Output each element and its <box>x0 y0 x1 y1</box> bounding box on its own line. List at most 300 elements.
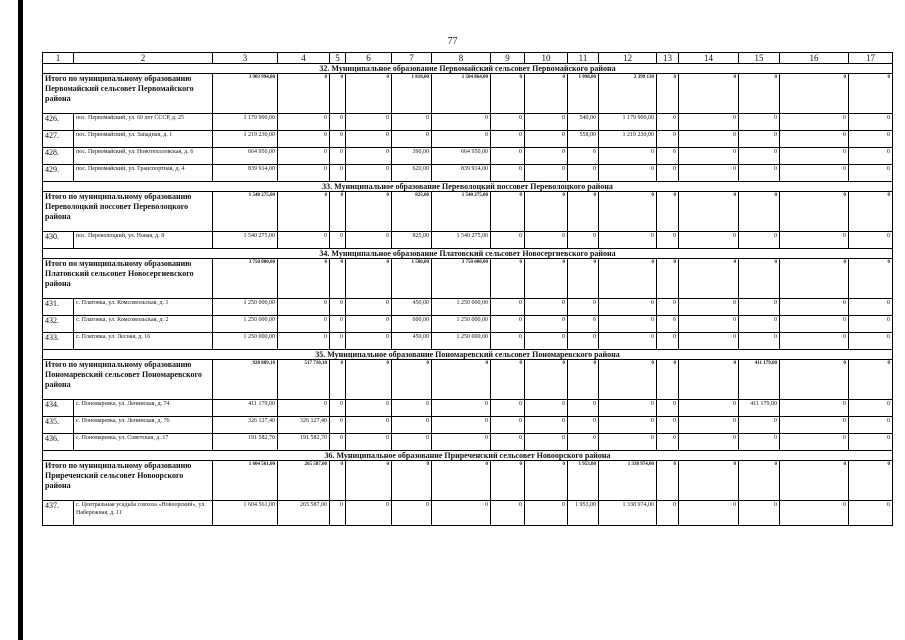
col-header: 5 <box>330 53 346 64</box>
value-cell: 1 250 000,00 <box>432 316 491 333</box>
address-cell: с. Платовка, ул. Комсомольская, д. 1 <box>74 299 213 316</box>
col-header: 15 <box>739 53 780 64</box>
value-cell: 0 <box>330 333 346 350</box>
total-value-cell: 0 <box>330 74 346 114</box>
total-value-cell: 0 <box>491 461 525 501</box>
value-cell: 265 587,00 <box>278 501 330 526</box>
value-cell: 0 <box>780 434 849 451</box>
total-value-cell: 0 <box>491 192 525 232</box>
address-cell: с. Пономаревка, ул. Ленинская, д. 76 <box>74 417 213 434</box>
value-cell: 0 <box>278 333 330 350</box>
value-cell: 0 <box>568 333 599 350</box>
section-title: 36. Муниципальное образование Приреченский сельсовет Новоорского района <box>43 451 893 461</box>
total-value-cell: 0 <box>849 74 893 114</box>
value-cell: 0 <box>739 114 780 131</box>
value-cell: 0 <box>568 148 599 165</box>
value-cell: 0 <box>278 131 330 148</box>
value-cell: 411 179,00 <box>739 400 780 417</box>
total-value-cell: 3 750 000,00 <box>213 259 278 299</box>
value-cell: 0 <box>739 232 780 249</box>
value-cell: 390,00 <box>392 148 432 165</box>
value-cell: 0 <box>330 316 346 333</box>
value-cell: 0 <box>525 417 568 434</box>
total-value-cell: 0 <box>568 360 599 400</box>
total-row <box>43 192 893 232</box>
value-cell: 0 <box>432 131 491 148</box>
value-cell: 558,00 <box>568 131 599 148</box>
value-cell: 0 <box>330 165 346 182</box>
value-cell: 0 <box>739 501 780 526</box>
value-cell: 0 <box>346 434 392 451</box>
value-cell: 0 <box>525 165 568 182</box>
total-value-cell: 0 <box>780 192 849 232</box>
value-cell: 191 582,70 <box>278 434 330 451</box>
value-cell: 0 <box>568 316 599 333</box>
total-value-cell: 0 <box>392 360 432 400</box>
value-cell: 0 <box>491 114 525 131</box>
total-value-cell: 0 <box>568 192 599 232</box>
value-cell: 0 <box>346 148 392 165</box>
value-cell: 825,00 <box>392 232 432 249</box>
section-header-row <box>43 249 893 259</box>
address-cell: пос. Первомайский, ул. 60 лет СССР, д. 25 <box>74 114 213 131</box>
value-cell: 0 <box>491 417 525 434</box>
total-value-cell: 1 818,00 <box>392 74 432 114</box>
value-cell: 0 <box>679 299 739 316</box>
row-number: 428. <box>43 148 74 165</box>
value-cell: 0 <box>392 400 432 417</box>
row-number: 437. <box>43 501 74 526</box>
value-cell: 0 <box>599 434 657 451</box>
value-cell: 0 <box>657 501 679 526</box>
value-cell: 0 <box>599 148 657 165</box>
total-value-cell: 825,00 <box>392 192 432 232</box>
value-cell: 0 <box>525 316 568 333</box>
total-value-cell: 0 <box>432 360 491 400</box>
value-cell: 0 <box>346 299 392 316</box>
total-value-cell: 0 <box>346 192 392 232</box>
value-cell: 0 <box>657 165 679 182</box>
section-title: 32. Муниципальное образование Первомайский сельсовет Первомайского района <box>43 64 893 74</box>
total-value-cell: 265 587,00 <box>278 461 330 501</box>
value-cell: 0 <box>392 434 432 451</box>
value-cell: 0 <box>780 316 849 333</box>
total-value-cell: 0 <box>849 192 893 232</box>
value-cell: 0 <box>780 148 849 165</box>
col-header: 17 <box>849 53 893 64</box>
col-header: 16 <box>780 53 849 64</box>
total-value-cell: 0 <box>739 461 780 501</box>
value-cell: 0 <box>679 400 739 417</box>
value-cell: 0 <box>491 165 525 182</box>
row-number: 433. <box>43 333 74 350</box>
value-cell: 0 <box>330 501 346 526</box>
value-cell: 0 <box>491 316 525 333</box>
row-number: 435. <box>43 417 74 434</box>
value-cell: 0 <box>679 316 739 333</box>
value-cell: 0 <box>392 501 432 526</box>
value-cell: 1 604 561,00 <box>213 501 278 526</box>
total-value-cell: 0 <box>568 259 599 299</box>
total-value-cell: 0 <box>679 360 739 400</box>
value-cell: 0 <box>491 131 525 148</box>
table-row <box>43 114 893 131</box>
total-value-cell: 0 <box>657 74 679 114</box>
value-cell: 0 <box>525 299 568 316</box>
value-cell: 0 <box>346 131 392 148</box>
value-cell: 0 <box>599 333 657 350</box>
value-cell: 839 914,00 <box>213 165 278 182</box>
value-cell: 0 <box>330 434 346 451</box>
value-cell: 0 <box>278 316 330 333</box>
value-cell: 0 <box>739 333 780 350</box>
value-cell: 0 <box>739 131 780 148</box>
row-number: 427. <box>43 131 74 148</box>
total-value-cell: 1 953,00 <box>568 461 599 501</box>
table-row <box>43 165 893 182</box>
col-header: 14 <box>679 53 739 64</box>
value-cell: 0 <box>568 434 599 451</box>
value-cell: 664 950,00 <box>432 148 491 165</box>
total-label: Итого по муниципальному образованию Приреченский сельсовет Новоорского района <box>43 461 213 501</box>
value-cell: 0 <box>330 299 346 316</box>
total-row <box>43 360 893 400</box>
total-value-cell: 0 <box>657 259 679 299</box>
total-value-cell: 0 <box>525 360 568 400</box>
value-cell: 1 250 000,00 <box>213 299 278 316</box>
table-row <box>43 131 893 148</box>
value-cell: 0 <box>849 400 893 417</box>
col-header: 9 <box>491 53 525 64</box>
table-row <box>43 501 893 526</box>
total-value-cell: 0 <box>849 360 893 400</box>
col-header: 1 <box>43 53 74 64</box>
value-cell: 0 <box>739 165 780 182</box>
value-cell: 0 <box>780 114 849 131</box>
value-cell: 0 <box>432 501 491 526</box>
value-cell: 0 <box>346 316 392 333</box>
value-cell: 0 <box>679 232 739 249</box>
value-cell: 0 <box>392 114 432 131</box>
value-cell: 0 <box>679 165 739 182</box>
value-cell: 0 <box>849 165 893 182</box>
value-cell: 0 <box>849 232 893 249</box>
value-cell: 0 <box>491 501 525 526</box>
value-cell: 0 <box>657 316 679 333</box>
value-cell: 0 <box>657 131 679 148</box>
total-value-cell: 0 <box>739 259 780 299</box>
total-value-cell: 0 <box>278 192 330 232</box>
value-cell: 0 <box>568 299 599 316</box>
col-header: 10 <box>525 53 568 64</box>
value-cell: 0 <box>330 114 346 131</box>
value-cell: 0 <box>780 333 849 350</box>
value-cell: 0 <box>392 131 432 148</box>
value-cell: 0 <box>849 316 893 333</box>
value-cell: 0 <box>657 232 679 249</box>
value-cell: 0 <box>278 165 330 182</box>
section-title: 35. Муниципальное образование Пономаревский сельсовет Пономаревского района <box>43 350 893 360</box>
total-value-cell: 0 <box>679 192 739 232</box>
value-cell: 1 540 275,00 <box>213 232 278 249</box>
total-row <box>43 74 893 114</box>
value-cell: 1 250 000,00 <box>213 316 278 333</box>
total-value-cell: 0 <box>330 259 346 299</box>
value-cell: 450,00 <box>392 299 432 316</box>
total-value-cell: 1 604 561,00 <box>213 461 278 501</box>
total-value-cell: 411 179,00 <box>739 360 780 400</box>
value-cell: 0 <box>849 501 893 526</box>
total-value-cell: 0 <box>679 461 739 501</box>
row-number: 432. <box>43 316 74 333</box>
total-value-cell: 0 <box>739 74 780 114</box>
value-cell: 0 <box>346 400 392 417</box>
value-cell: 540,00 <box>568 114 599 131</box>
row-number: 430. <box>43 232 74 249</box>
total-value-cell: 0 <box>346 74 392 114</box>
total-row <box>43 461 893 501</box>
value-cell: 0 <box>525 501 568 526</box>
value-cell: 0 <box>525 333 568 350</box>
value-cell: 0 <box>739 299 780 316</box>
col-header: 13 <box>657 53 679 64</box>
value-cell: 0 <box>346 417 392 434</box>
value-cell: 0 <box>491 299 525 316</box>
value-cell: 0 <box>278 114 330 131</box>
value-cell: 1 338 974,00 <box>599 501 657 526</box>
value-cell: 326 127,40 <box>278 417 330 434</box>
total-label: Итого по муниципальному образованию Пономаревский сельсовет Пономаревского района <box>43 360 213 400</box>
total-label: Итого по муниципальному образованию Переволоцкий поссовет Переволоцкого района <box>43 192 213 232</box>
table-row <box>43 434 893 451</box>
value-cell: 1 179 900,00 <box>213 114 278 131</box>
total-value-cell: 0 <box>432 461 491 501</box>
table-row <box>43 232 893 249</box>
total-value-cell: 3 750 000,00 <box>432 259 491 299</box>
value-cell: 1 219 230,00 <box>213 131 278 148</box>
total-value-cell: 0 <box>525 192 568 232</box>
table-row <box>43 333 893 350</box>
value-cell: 0 <box>657 114 679 131</box>
total-value-cell: 0 <box>780 461 849 501</box>
value-cell: 0 <box>849 333 893 350</box>
value-cell: 326 127,40 <box>213 417 278 434</box>
value-cell: 600,00 <box>392 316 432 333</box>
value-cell: 0 <box>780 400 849 417</box>
value-cell: 0 <box>491 400 525 417</box>
value-cell: 664 950,00 <box>213 148 278 165</box>
row-number: 436. <box>43 434 74 451</box>
value-cell: 0 <box>491 434 525 451</box>
value-cell: 0 <box>679 434 739 451</box>
total-value-cell: 0 <box>657 461 679 501</box>
total-value-cell: 0 <box>780 259 849 299</box>
col-header: 8 <box>432 53 491 64</box>
value-cell: 0 <box>568 400 599 417</box>
total-value-cell: 1 540 275,00 <box>432 192 491 232</box>
total-value-cell: 0 <box>780 74 849 114</box>
value-cell: 0 <box>849 434 893 451</box>
value-cell: 0 <box>330 232 346 249</box>
column-number-row <box>43 53 893 64</box>
page-number: 77 <box>447 36 458 47</box>
value-cell: 0 <box>278 232 330 249</box>
value-cell: 0 <box>330 400 346 417</box>
total-value-cell: 0 <box>599 259 657 299</box>
value-cell: 450,00 <box>392 333 432 350</box>
section-header-row <box>43 182 893 192</box>
total-value-cell: 0 <box>599 360 657 400</box>
value-cell: 1 250 000,00 <box>213 333 278 350</box>
value-cell: 0 <box>346 501 392 526</box>
total-value-cell: 1 338 974,00 <box>599 461 657 501</box>
total-value-cell: 0 <box>491 259 525 299</box>
address-cell: с. Центральная усадьба совхоза «Новоорский», ул. Набережная, д. 11 <box>74 501 213 526</box>
value-cell: 0 <box>525 232 568 249</box>
value-cell: 0 <box>679 114 739 131</box>
value-cell: 0 <box>849 114 893 131</box>
value-cell: 0 <box>780 501 849 526</box>
value-cell: 0 <box>568 165 599 182</box>
total-value-cell: 0 <box>780 360 849 400</box>
value-cell: 0 <box>780 165 849 182</box>
value-cell: 0 <box>849 417 893 434</box>
col-header: 3 <box>213 53 278 64</box>
col-header: 6 <box>346 53 392 64</box>
value-cell: 0 <box>657 148 679 165</box>
total-label: Итого по муниципальному образованию Первомайский сельсовет Первомайского района <box>43 74 213 114</box>
value-cell: 0 <box>780 232 849 249</box>
total-value-cell: 0 <box>849 461 893 501</box>
value-cell: 0 <box>346 114 392 131</box>
col-header: 2 <box>74 53 213 64</box>
total-value-cell: 0 <box>739 192 780 232</box>
total-value-cell: 0 <box>278 74 330 114</box>
value-cell: 0 <box>679 417 739 434</box>
value-cell: 0 <box>392 417 432 434</box>
value-cell: 0 <box>849 131 893 148</box>
total-value-cell: 0 <box>657 192 679 232</box>
total-value-cell: 0 <box>392 461 432 501</box>
value-cell: 0 <box>849 299 893 316</box>
value-cell: 0 <box>599 316 657 333</box>
value-cell: 0 <box>739 417 780 434</box>
value-cell: 0 <box>599 232 657 249</box>
table-row <box>43 417 893 434</box>
table-row <box>43 299 893 316</box>
section-header-row <box>43 350 893 360</box>
address-cell: с. Платовка, ул. Комсомольская, д. 2 <box>74 316 213 333</box>
total-value-cell: 928 889,10 <box>213 360 278 400</box>
data-table <box>42 52 893 526</box>
total-value-cell: 3 903 994,00 <box>213 74 278 114</box>
value-cell: 0 <box>330 131 346 148</box>
row-number: 429. <box>43 165 74 182</box>
total-value-cell: 0 <box>346 259 392 299</box>
value-cell: 839 914,00 <box>432 165 491 182</box>
value-cell: 0 <box>330 148 346 165</box>
value-cell: 0 <box>330 417 346 434</box>
value-cell: 0 <box>739 434 780 451</box>
value-cell: 1 953,00 <box>568 501 599 526</box>
value-cell: 0 <box>679 501 739 526</box>
address-cell: пос. Первомайский, ул. Западная, д. 1 <box>74 131 213 148</box>
section-title: 34. Муниципальное образование Платовский сельсовет Новосергиевского района <box>43 249 893 259</box>
total-value-cell: 0 <box>330 360 346 400</box>
value-cell: 0 <box>657 434 679 451</box>
value-cell: 0 <box>432 400 491 417</box>
row-number: 434. <box>43 400 74 417</box>
total-value-cell: 0 <box>491 74 525 114</box>
value-cell: 0 <box>278 148 330 165</box>
address-cell: пос. Первомайский, ул. Новотеплловская, д. 6 <box>74 148 213 165</box>
row-number: 431. <box>43 299 74 316</box>
binding-margin-rule <box>18 0 23 640</box>
total-value-cell: 2 399 130 <box>599 74 657 114</box>
total-value-cell: 0 <box>525 259 568 299</box>
value-cell: 0 <box>525 148 568 165</box>
value-cell: 0 <box>568 417 599 434</box>
total-value-cell: 517 710,10 <box>278 360 330 400</box>
value-cell: 191 582,70 <box>213 434 278 451</box>
value-cell: 0 <box>599 165 657 182</box>
total-value-cell: 0 <box>599 192 657 232</box>
value-cell: 411 179,00 <box>213 400 278 417</box>
value-cell: 0 <box>780 299 849 316</box>
total-value-cell: 0 <box>346 360 392 400</box>
total-value-cell: 0 <box>330 461 346 501</box>
value-cell: 0 <box>525 131 568 148</box>
col-header: 4 <box>278 53 330 64</box>
value-cell: 0 <box>491 333 525 350</box>
total-value-cell: 0 <box>849 259 893 299</box>
total-value-cell: 0 <box>346 461 392 501</box>
value-cell: 0 <box>432 114 491 131</box>
total-value-cell: 1 540 275,00 <box>213 192 278 232</box>
address-cell: пос. Первомайский, ул. Транспортная, д. 4 <box>74 165 213 182</box>
total-value-cell: 0 <box>657 360 679 400</box>
value-cell: 0 <box>780 417 849 434</box>
value-cell: 1 250 000,00 <box>432 333 491 350</box>
value-cell: 0 <box>657 333 679 350</box>
table-row <box>43 316 893 333</box>
value-cell: 0 <box>491 232 525 249</box>
total-value-cell: 0 <box>525 461 568 501</box>
value-cell: 0 <box>599 417 657 434</box>
col-header: 11 <box>568 53 599 64</box>
value-cell: 0 <box>849 148 893 165</box>
value-cell: 0 <box>432 434 491 451</box>
address-cell: с. Платовка, ул. Лесная, д. 16 <box>74 333 213 350</box>
value-cell: 0 <box>679 148 739 165</box>
value-cell: 1 250 000,00 <box>432 299 491 316</box>
value-cell: 0 <box>346 232 392 249</box>
address-cell: с. Пономаревка, ул. Советская, д. 17 <box>74 434 213 451</box>
value-cell: 0 <box>739 148 780 165</box>
value-cell: 0 <box>491 148 525 165</box>
value-cell: 1 219 230,00 <box>599 131 657 148</box>
value-cell: 0 <box>278 299 330 316</box>
value-cell: 0 <box>568 232 599 249</box>
value-cell: 0 <box>780 131 849 148</box>
table-row <box>43 148 893 165</box>
value-cell: 0 <box>525 434 568 451</box>
value-cell: 0 <box>525 114 568 131</box>
total-value-cell: 0 <box>679 74 739 114</box>
value-cell: 0 <box>679 131 739 148</box>
table-row <box>43 400 893 417</box>
address-cell: с. Пономаревка, ул. Ленинская, д. 74 <box>74 400 213 417</box>
